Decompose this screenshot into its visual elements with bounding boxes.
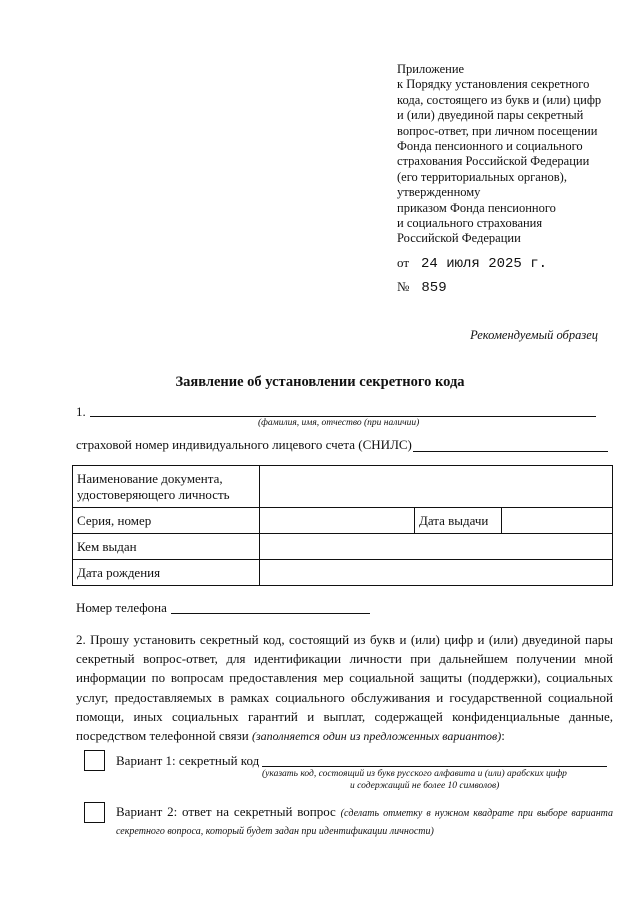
document-title: Заявление об установлении секретного кода	[175, 374, 465, 390]
item2-end: :	[501, 728, 505, 744]
variant2-label: Вариант 2: ответ на секретный вопрос	[116, 804, 336, 819]
item2-note: (заполняется один из предложенных вариантов)	[251, 729, 502, 744]
item2-paragraph	[76, 630, 613, 746]
appendix-line: Российской Федерации	[397, 231, 521, 246]
birth-date-label: Дата рождения	[73, 560, 260, 586]
snils-field[interactable]	[413, 437, 608, 452]
secret-code-hint: и содержащий не более 10 символов)	[350, 781, 500, 791]
variant2-paragraph	[116, 804, 613, 840]
appendix-line: Фонда пенсионного и социального	[397, 139, 583, 154]
variant1-label: Вариант 1: секретный код	[116, 753, 260, 768]
appendix-header	[397, 62, 617, 247]
order-date-value: 24 июля 2025 г.	[421, 256, 548, 272]
order-date-label: от	[397, 255, 410, 270]
issued-by-label: Кем выдан	[73, 534, 260, 560]
issue-date-field[interactable]	[502, 508, 613, 534]
order-date	[397, 254, 547, 272]
snils-label: страховой номер индивидуального лицевого счета (СНИЛС)	[76, 437, 412, 452]
appendix-line: (его территориальных органов),	[397, 169, 567, 184]
doc-name-label-line: удостоверяющего личность	[77, 486, 230, 502]
recommended-sample-label: Рекомендуемый образец	[470, 328, 598, 342]
secret-code-field[interactable]	[262, 752, 607, 767]
order-number-value: 859	[421, 280, 447, 296]
series-number-label: Серия, номер	[73, 508, 260, 534]
identity-document-table	[72, 465, 613, 586]
series-number-field[interactable]	[260, 508, 415, 534]
variant1-checkbox[interactable]	[84, 750, 105, 771]
order-number-label: №	[397, 279, 410, 294]
phone-label: Номер телефона	[76, 600, 167, 615]
appendix-line: и (или) двуединой пары секретный	[397, 108, 584, 123]
full-name-hint: (фамилия, имя, отчество (при наличии)	[258, 418, 420, 428]
doc-name-label-line: Наименование документа,	[77, 470, 223, 486]
full-name-field[interactable]	[90, 402, 596, 417]
appendix-line: вопрос-ответ, при личном посещении	[397, 123, 598, 138]
order-number	[397, 278, 447, 296]
issued-by-field[interactable]	[260, 534, 613, 560]
item1-number: 1.	[76, 404, 86, 419]
appendix-line: и социального страхования	[397, 216, 543, 231]
doc-name-field[interactable]	[260, 466, 613, 508]
secret-code-hint: (указать код, состоящий из букв русского алфавита и (или) арабских цифр	[262, 769, 567, 779]
appendix-line: Приложение	[397, 62, 465, 76]
variant2-checkbox[interactable]	[84, 802, 105, 823]
appendix-line: страхования Российской Федерации	[397, 154, 590, 169]
phone-field[interactable]	[171, 599, 370, 614]
variant2-note: (сделать отметку в нужном квадрате при выборе варианта секретного вопроса, который будет задан при идентификации личности)	[116, 808, 614, 837]
appendix-line: приказом Фонда пенсионного	[397, 200, 556, 215]
appendix-line: утвержденному	[397, 185, 481, 200]
birth-date-field[interactable]	[260, 560, 613, 586]
item2-text: 2. Прошу установить секретный код, состоящий из букв и (или) цифр и (или) двуединой пары секретный вопрос-ответ, для идентификации личности при дальнейшем получении мной информации по вопросам предоставления мер социальной защиты (поддержки), социальных услуг, предоставляемых в рамках социального обслуживания и государственной социальной помощи, иных социальных гарантий и выплат, содержащей конфиденциальные данные, посредством телефонной связи	[76, 632, 613, 744]
doc-name-label	[73, 466, 260, 508]
appendix-line: кода, состоящего из букв и (или) цифр	[397, 92, 602, 107]
issue-date-label: Дата выдачи	[415, 508, 502, 534]
appendix-line: к Порядку установления секретного	[397, 77, 590, 92]
